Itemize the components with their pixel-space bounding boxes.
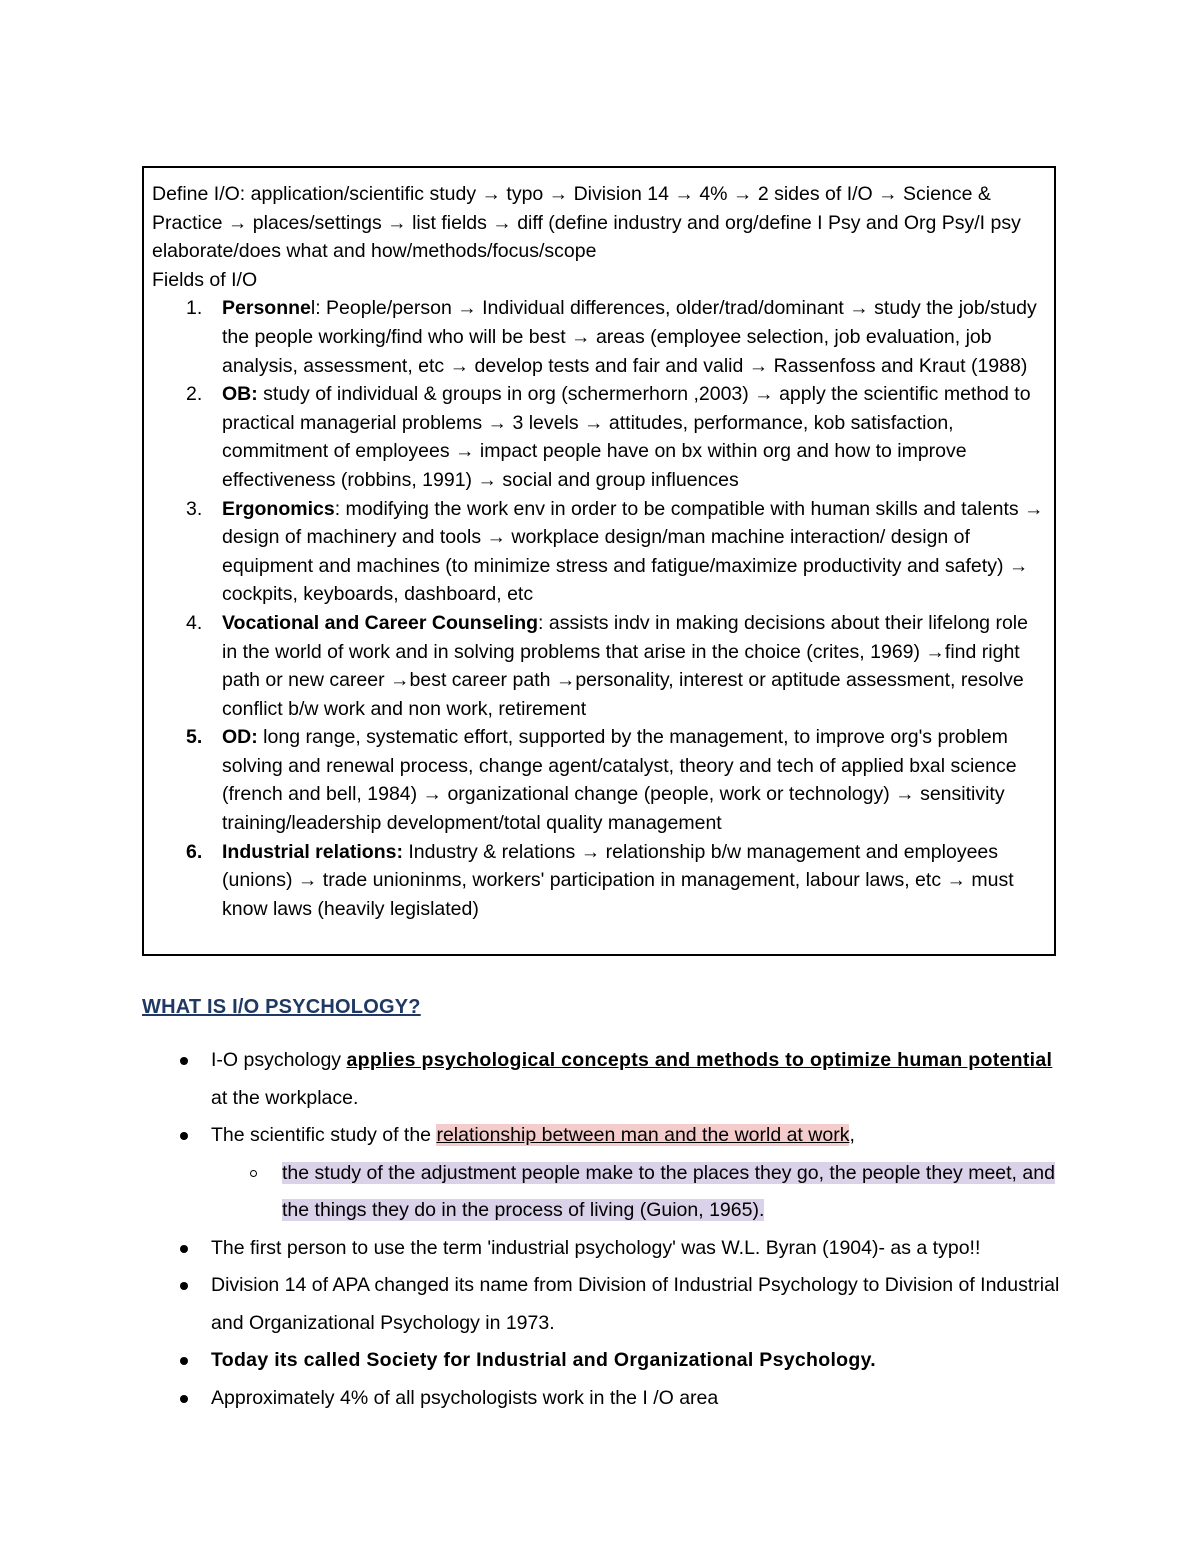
field-item-od (152, 723, 1046, 837)
summary-box (142, 166, 1056, 956)
list-number: 6. (186, 840, 203, 863)
fields-title: Fields of I/O (152, 268, 258, 291)
bullet-item (142, 1230, 1072, 1268)
bullet-text: Today its called Society for Industrial and Organizational Psychology. (211, 1349, 876, 1371)
bullet-item (142, 1042, 1072, 1117)
field-item-ob (152, 380, 1046, 494)
list-number: 5. (186, 726, 203, 749)
field-term: Industrial relations: (222, 840, 403, 863)
field-item-ergonomics (152, 495, 1046, 609)
bullet-text: The first person to use the term 'industrial psychology' was W.L. Byran (1904)- as a typo!! (211, 1236, 981, 1259)
field-term: Personne (222, 297, 311, 320)
bullet-item (142, 1342, 1072, 1380)
field-text: : assists indv in making decisions about their lifelong role in the world of work and in solving problems that arise in the choice (crites, 1969) →find right path or new career →best career path →personality, interest or aptitude assessment, resolve conflict b/w work and non work, retirement (222, 611, 1028, 720)
bullet-text: Approximately 4% of all psychologists work in the I /O area (211, 1386, 719, 1409)
field-text: long range, systematic effort, supported by the management, to improve org's problem solving and renewal process, change agent/catalyst, theory and tech of applied bxal science (french and bell, 1984) → organizational change (people, work or technology) → sensitivity training/leadership development/total quality management (222, 726, 1017, 835)
bullet-item (142, 1267, 1072, 1342)
bullet-list (142, 1042, 1072, 1417)
bullet-text: at the workplace. (211, 1086, 359, 1109)
highlighted-text: relationship between man and the world at work (436, 1124, 850, 1146)
bullet-icon (180, 1057, 188, 1065)
highlighted-text: the study of the adjustment people make to the places they go, the people they meet, and the things they do in the process of living (Guion, 1965). (282, 1161, 1055, 1221)
bullet-text: I-O psychology (211, 1049, 347, 1071)
list-number: 3. (186, 497, 203, 520)
bullet-emphasis: applies psychological concepts and methods to optimize human potential (346, 1049, 1053, 1071)
bullet-icon (180, 1395, 188, 1403)
sub-bullet-item (142, 1155, 1072, 1230)
field-text: : modifying the work env in order to be compatible with human skills and talents → design of machinery and tools → workplace design/man machine interaction/ design of equipment and machines (to minimize stress and fatigue/maximize productivity and safety) → cockpits, keyboards, dashboard, etc (222, 497, 1044, 606)
field-text: Industry & relations → relationship b/w management and employees (unions) → trade unioninms, workers' participation in management, labour laws, etc → must know laws (heavily legislated) (222, 840, 1014, 920)
field-term: Ergonomics (222, 497, 335, 520)
bullet-icon (180, 1282, 188, 1290)
field-item-personnel (152, 294, 1046, 380)
list-number: 2. (186, 383, 203, 406)
field-item-vocational (152, 609, 1046, 723)
bullet-text: , (849, 1124, 855, 1146)
fields-list (152, 294, 1046, 923)
field-text: l: People/person → Individual differences, older/trad/dominant → study the job/study the people working/find who will be best → areas (employee selection, job evaluation, job analysis, assessment, etc → develop tests and fair and valid → Rassenfoss and Kraut (1988) (222, 297, 1037, 377)
bullet-item (142, 1117, 1072, 1155)
hollow-bullet-icon (250, 1170, 257, 1177)
list-number: 1. (186, 297, 203, 320)
section-heading: WHAT IS I/O PSYCHOLOGY? (142, 996, 421, 1018)
bullet-icon (180, 1245, 188, 1253)
bullet-icon (180, 1132, 188, 1140)
bullet-icon (180, 1357, 188, 1365)
bullet-text: Division 14 of APA changed its name from Division of Industrial Psychology to Division of Industrial and Organizational Psychology in 1973. (211, 1274, 1060, 1334)
field-text: study of individual & groups in org (schermerhorn ,2003) → apply the scientific method to practical managerial problems → 3 levels → attitudes, performance, kob satisfaction, commitment of employees → impact people have on bx within org and how to improve effectiveness (robbins, 1991) → social and group influences (222, 383, 1031, 491)
list-number: 4. (186, 611, 203, 634)
field-term: OB: (222, 383, 258, 406)
bullet-item (142, 1380, 1072, 1418)
bullet-text: The scientific study of the (211, 1124, 437, 1146)
field-item-industrial-relations (152, 838, 1046, 924)
field-term: Vocational and Career Counseling (222, 611, 539, 634)
intro-text: Define I/O: application/scientific study → typo → Division 14 → 4% → 2 sides of I/O → Science & Practice → places/settings → list fields → diff (define industry and org/define I Psy and Org Psy/I psy elaborate/does what and how/methods/focus/scope (152, 183, 1021, 263)
field-term: OD: (222, 726, 258, 749)
